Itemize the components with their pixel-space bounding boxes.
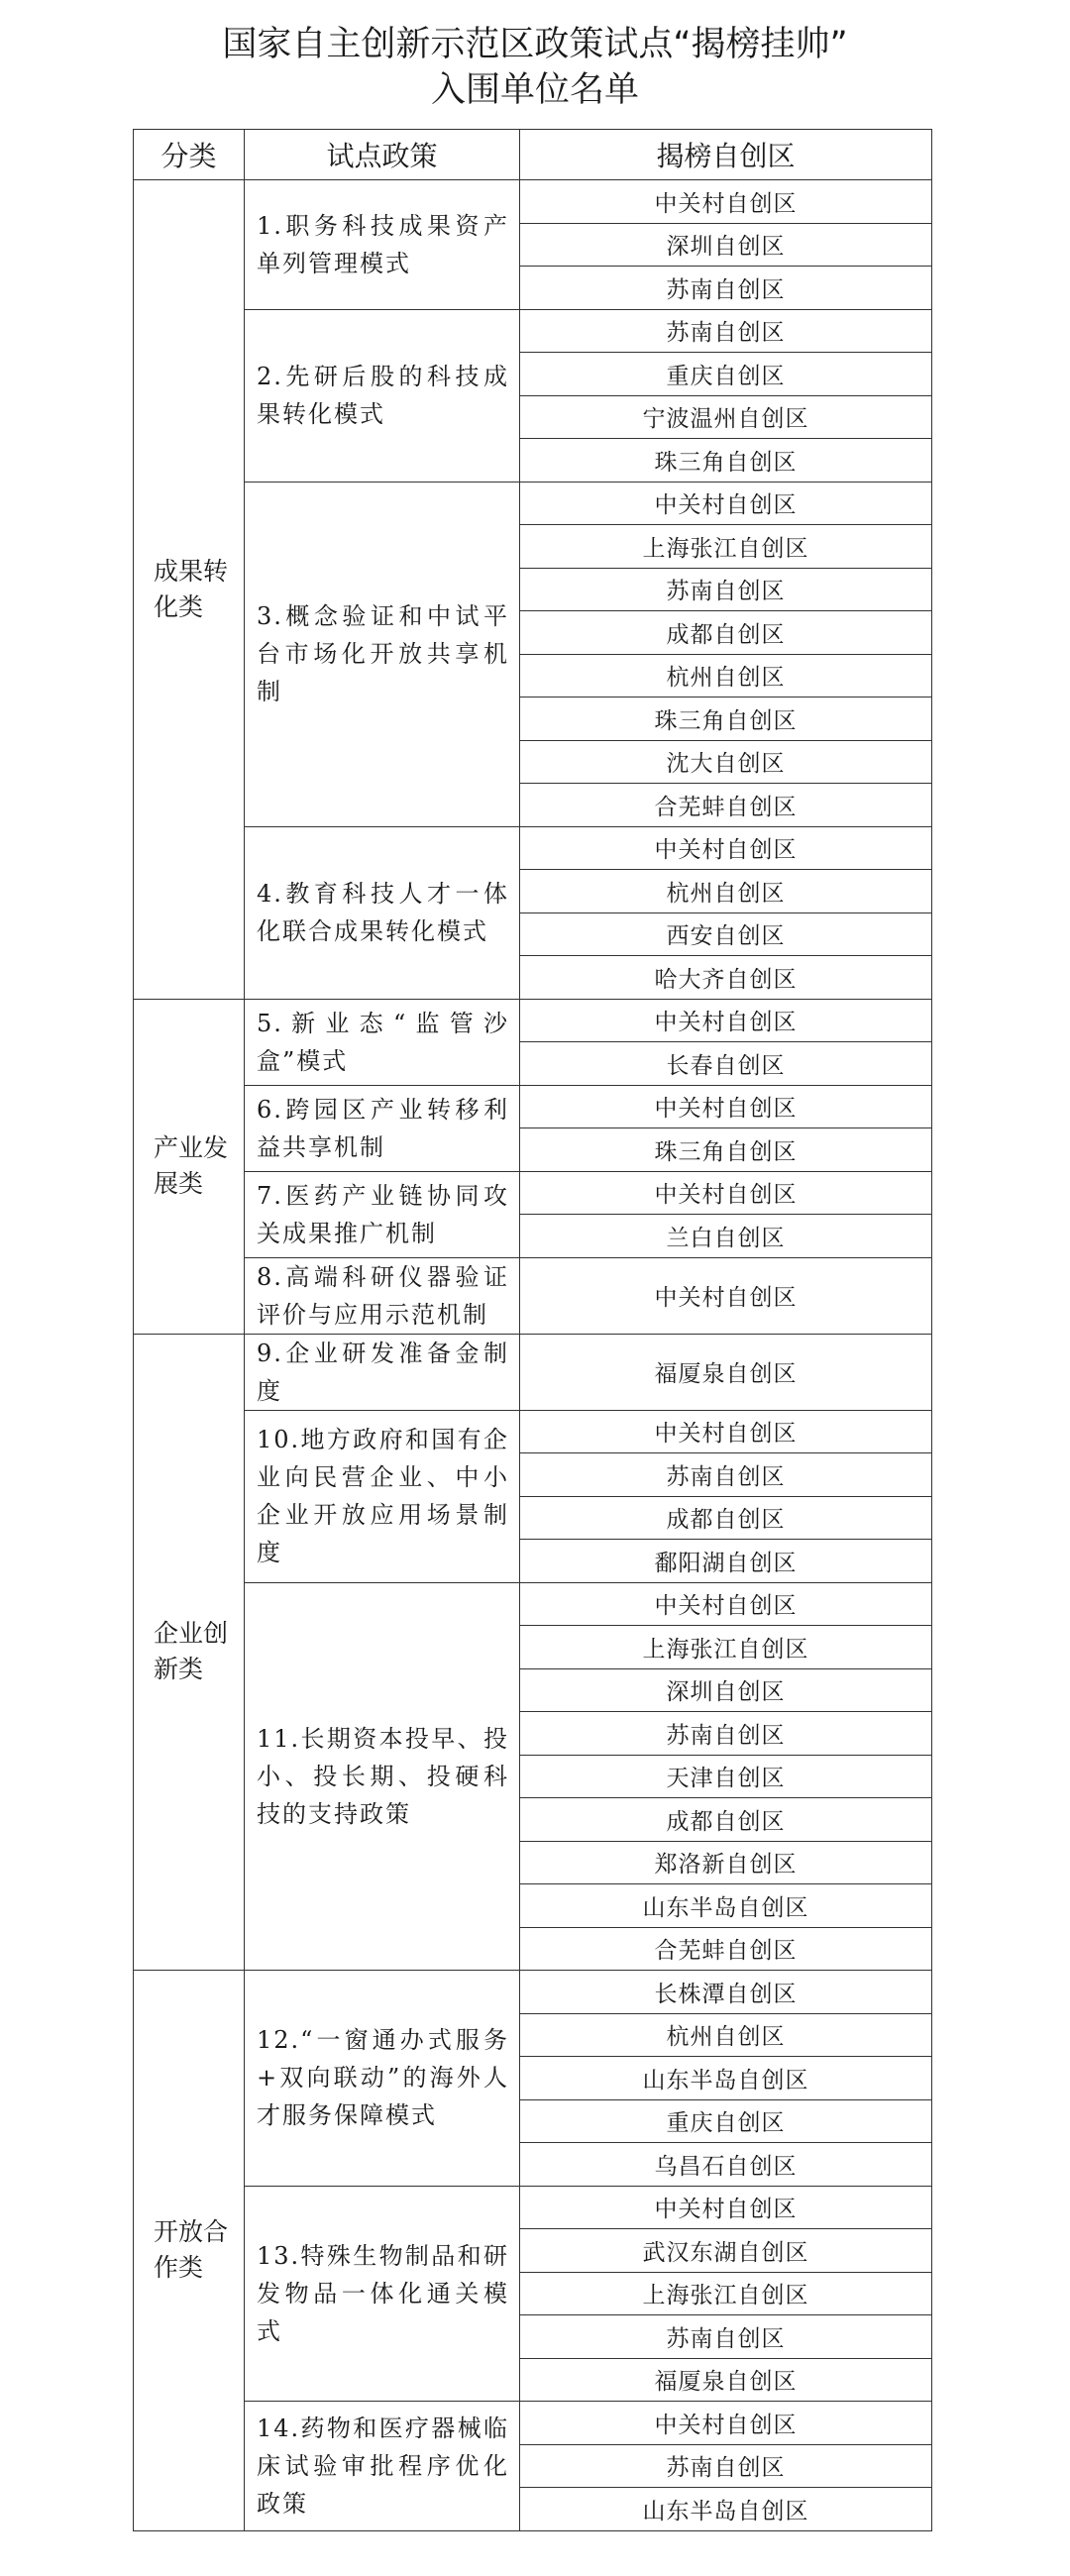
zone-cell: 中关村自创区 — [520, 999, 932, 1042]
zone-cell: 珠三角自创区 — [520, 1128, 932, 1172]
zone-cell: 上海张江自创区 — [520, 2272, 932, 2315]
zone-cell: 长春自创区 — [520, 1042, 932, 1086]
zone-cell: 福厦泉自创区 — [520, 1334, 932, 1410]
category-cell — [134, 180, 245, 1000]
zone-cell: 兰白自创区 — [520, 1215, 932, 1258]
policy-cell: 4.教育科技人才一体化联合成果转化模式 — [245, 826, 520, 999]
zone-cell: 合芜蚌自创区 — [520, 784, 932, 827]
zone-cell: 重庆自创区 — [520, 2099, 932, 2143]
policy-cell: 3.概念验证和中试平台市场化开放共享机制 — [245, 482, 520, 826]
zone-cell: 中关村自创区 — [520, 1085, 932, 1128]
header-zone: 揭榜自创区 — [520, 130, 932, 180]
zone-cell: 中关村自创区 — [520, 826, 932, 870]
table-body — [134, 180, 932, 2531]
table-row — [134, 2186, 932, 2229]
zone-cell: 杭州自创区 — [520, 654, 932, 698]
table-header-row — [134, 130, 932, 180]
policy-cell: 5.新业态“监管沙盒”模式 — [245, 999, 520, 1085]
zone-cell: 中关村自创区 — [520, 2402, 932, 2445]
policy-cell: 8.高端科研仪器验证评价与应用示范机制 — [245, 1257, 520, 1334]
policy-cell: 12.“一窗通办式服务+双向联动”的海外人才服务保障模式 — [245, 1971, 520, 2187]
category-cell — [134, 1971, 245, 2531]
zone-cell: 鄱阳湖自创区 — [520, 1540, 932, 1583]
zone-cell: 郑洛新自创区 — [520, 1841, 932, 1884]
zone-cell: 苏南自创区 — [520, 568, 932, 611]
zone-cell: 重庆自创区 — [520, 353, 932, 396]
zone-cell: 成都自创区 — [520, 1496, 932, 1540]
zone-cell: 中关村自创区 — [520, 1257, 932, 1334]
policy-cell: 13.特殊生物制品和研发物品一体化通关模式 — [245, 2186, 520, 2402]
table-row — [134, 1171, 932, 1215]
policy-cell: 7.医药产业链协同攻关成果推广机制 — [245, 1171, 520, 1257]
zone-cell: 长株潭自创区 — [520, 1971, 932, 2014]
zone-cell: 中关村自创区 — [520, 1582, 932, 1626]
header-policy: 试点政策 — [245, 130, 520, 180]
zone-cell: 深圳自创区 — [520, 1668, 932, 1712]
zone-cell: 沈大自创区 — [520, 740, 932, 784]
category-label: 开放合作类 — [154, 2217, 229, 2283]
pilot-units-table — [133, 129, 932, 2531]
policy-cell: 6.跨园区产业转移利益共享机制 — [245, 1085, 520, 1171]
category-label: 产业发展类 — [154, 1133, 229, 1198]
document-title-line-2: 入围单位名单 — [430, 70, 639, 110]
policy-cell: 11.长期资本投早、投小、投长期、投硬科技的支持政策 — [245, 1582, 520, 1971]
table-row — [134, 1971, 932, 2014]
zone-cell: 中关村自创区 — [520, 1171, 932, 1215]
category-label: 成果转化类 — [154, 556, 229, 621]
zone-cell: 山东半岛自创区 — [520, 2488, 932, 2531]
zone-cell: 杭州自创区 — [520, 870, 932, 913]
zone-cell: 西安自创区 — [520, 912, 932, 956]
category-cell — [134, 999, 245, 1334]
zone-cell: 山东半岛自创区 — [520, 1884, 932, 1928]
zone-cell: 成都自创区 — [520, 611, 932, 655]
zone-cell: 宁波温州自创区 — [520, 395, 932, 439]
document-title-line-1: 国家自主创新示范区政策试点“揭榜挂帅” — [222, 25, 848, 64]
zone-cell: 苏南自创区 — [520, 2444, 932, 2488]
zone-cell: 苏南自创区 — [520, 1712, 932, 1756]
zone-cell: 上海张江自创区 — [520, 525, 932, 569]
policy-cell: 9.企业研发准备金制度 — [245, 1334, 520, 1410]
zone-cell: 福厦泉自创区 — [520, 2358, 932, 2402]
zone-cell: 中关村自创区 — [520, 2186, 932, 2229]
zone-cell: 武汉东湖自创区 — [520, 2229, 932, 2273]
table-row — [134, 482, 932, 525]
zone-cell: 乌昌石自创区 — [520, 2143, 932, 2187]
table-row — [134, 180, 932, 224]
zone-cell: 苏南自创区 — [520, 1453, 932, 1497]
category-cell — [134, 1334, 245, 1971]
table-row — [134, 1334, 932, 1410]
zone-cell: 苏南自创区 — [520, 2315, 932, 2359]
table-row — [134, 309, 932, 353]
table-row — [134, 2402, 932, 2445]
category-label: 企业创新类 — [154, 1619, 229, 1684]
policy-cell: 10.地方政府和国有企业向民营企业、中小企业开放应用场景制度 — [245, 1410, 520, 1582]
zone-cell: 苏南自创区 — [520, 267, 932, 310]
table-row — [134, 826, 932, 870]
zone-cell: 深圳自创区 — [520, 223, 932, 267]
zone-cell: 中关村自创区 — [520, 482, 932, 525]
zone-cell: 成都自创区 — [520, 1798, 932, 1842]
zone-cell: 哈大齐自创区 — [520, 956, 932, 1000]
zone-cell: 天津自创区 — [520, 1755, 932, 1798]
table-row — [134, 1582, 932, 1626]
zone-cell: 中关村自创区 — [520, 1410, 932, 1453]
zone-cell: 山东半岛自创区 — [520, 2057, 932, 2100]
zone-cell: 上海张江自创区 — [520, 1626, 932, 1669]
policy-cell: 2.先研后股的科技成果转化模式 — [245, 309, 520, 482]
policy-cell: 1.职务科技成果资产单列管理模式 — [245, 180, 520, 310]
table-row — [134, 1257, 932, 1334]
zone-cell: 合芜蚌自创区 — [520, 1927, 932, 1971]
zone-cell: 杭州自创区 — [520, 2013, 932, 2057]
policy-cell: 14.药物和医疗器械临床试验审批程序优化政策 — [245, 2402, 520, 2531]
zone-cell: 苏南自创区 — [520, 309, 932, 353]
zone-cell: 中关村自创区 — [520, 180, 932, 224]
table-row — [134, 1085, 932, 1128]
header-category: 分类 — [134, 130, 245, 180]
zone-cell: 珠三角自创区 — [520, 698, 932, 741]
table-row — [134, 999, 932, 1042]
table-row — [134, 1410, 932, 1453]
zone-cell: 珠三角自创区 — [520, 439, 932, 483]
